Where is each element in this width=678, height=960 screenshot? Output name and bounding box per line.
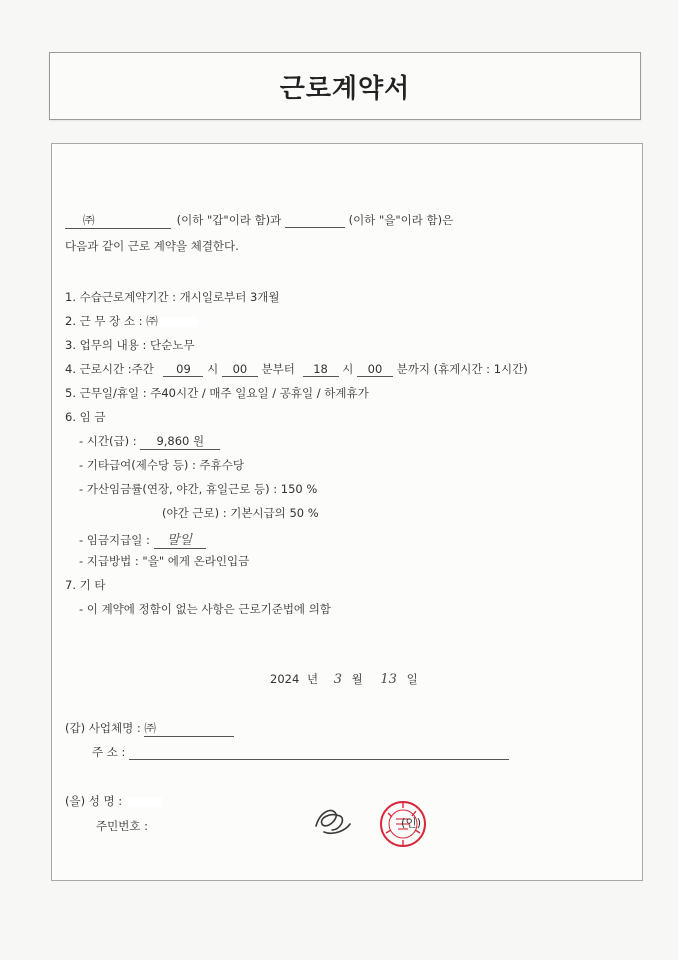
- item-6-payment-method: - 지급방법 : "을" 에게 온라인입금: [79, 554, 250, 568]
- party-a-alias: (이하 "갑"이라 함)과: [176, 213, 282, 227]
- contract-date: 2024 년 3 월 13 일: [270, 672, 418, 687]
- seal-mark-label: (인): [401, 816, 422, 830]
- item-6-hourly-wage: - 시간(급) : 9,860 원: [79, 433, 220, 450]
- party-b-alias: (이하 "을"이라 함)은: [348, 213, 454, 227]
- item-7: 7. 기 타: [65, 578, 106, 592]
- party-a-business-name: (갑) 사업체명 : ㈜: [65, 720, 234, 737]
- end-hour: 18: [303, 362, 339, 377]
- item-1: 1. 수습근로계약기간 : 개시일로부터 3개월: [65, 290, 280, 304]
- start-hour: 09: [163, 362, 203, 377]
- date-day: 13: [380, 672, 397, 687]
- item-6-pay-day: - 임금지급일 : 말일: [79, 529, 206, 549]
- date-month: 3: [333, 672, 342, 687]
- item-7-note: - 이 계약에 정함이 없는 사항은 근로기준법에 의함: [79, 602, 331, 616]
- party-a-name-blank: ㈜: [65, 212, 171, 229]
- item-6-night-rate: (야간 근로) : 기본시급의 50 %: [162, 506, 319, 520]
- pay-day-value: 말일: [154, 529, 206, 549]
- intro-line-1: [65, 212, 453, 229]
- party-b-name: (을) 성 명 :: [65, 793, 162, 809]
- intro-line-2: 다음과 같이 근로 계약을 체결한다.: [65, 239, 239, 253]
- party-a-address: 주 소 :: [92, 744, 509, 760]
- end-minute: 00: [357, 362, 393, 377]
- start-minute: 00: [222, 362, 258, 377]
- item-4: 4. 근로시간 :주간 09 시 00 분부터 18 시 00 분까지 (휴게시간 : 1시간): [65, 362, 528, 376]
- item-6: 6. 임 금: [65, 410, 106, 424]
- document-title: 근로계약서: [279, 73, 411, 104]
- item-6-other-pay: - 기타급여(제수당 등) : 주휴수당: [79, 458, 244, 472]
- party-b-id-number: 주민번호 :: [96, 819, 148, 833]
- item-5: 5. 근무일/휴일 : 주40시간 / 매주 일요일 / 공휴일 / 하계휴가: [65, 386, 369, 400]
- party-b-name-blank: [285, 213, 345, 228]
- item-6-premium-rate: - 가산임금률(연장, 야간, 휴일근로 등) : 150 %: [79, 482, 318, 496]
- item-2: 2. 근 무 장 소 : ㈜: [65, 313, 198, 329]
- signature-mark: [310, 800, 356, 840]
- hourly-wage-value: 9,860 원: [140, 433, 220, 450]
- title-box: [49, 52, 641, 120]
- item-3: 3. 업무의 내용 : 단순노무: [65, 338, 195, 352]
